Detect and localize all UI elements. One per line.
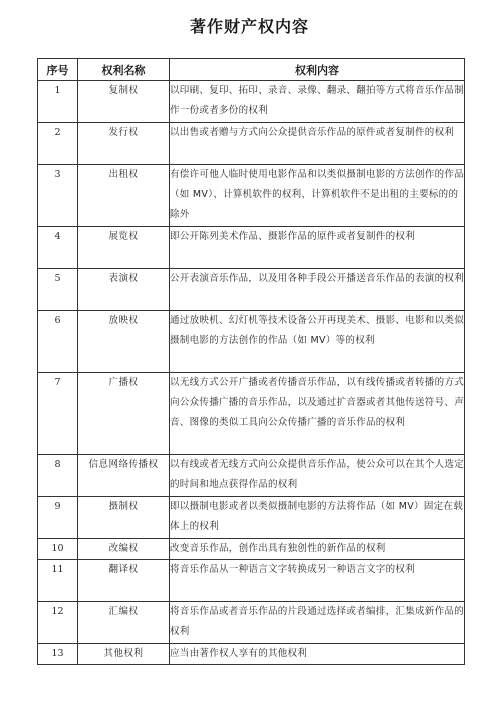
right-name: 发行权: [78, 123, 170, 165]
table-row: [38, 123, 465, 165]
row-number: 1: [38, 81, 78, 123]
right-name: 摄制权: [78, 497, 170, 539]
row-number: 5: [38, 269, 78, 311]
table-row: [38, 560, 465, 602]
row-number: 12: [38, 602, 78, 644]
table-row: [38, 644, 465, 665]
table-row: [38, 602, 465, 644]
right-content: 改变音乐作品，创作出具有独创性的新作品的权利: [170, 539, 465, 560]
row-number: 3: [38, 165, 78, 227]
right-name: 复制权: [78, 81, 170, 123]
header-no: 序号: [38, 59, 78, 81]
right-name: 其他权利: [78, 644, 170, 665]
table-row: [38, 539, 465, 560]
table-header-row: [38, 59, 465, 81]
right-content: 以出售或者赠与方式向公众提供音乐作品的原件或者复制件的权利: [170, 123, 465, 165]
right-name: 广播权: [78, 373, 170, 455]
table-row: [38, 373, 465, 455]
header-content: 权利内容: [170, 59, 465, 81]
row-number: 10: [38, 539, 78, 560]
table-row: [38, 81, 465, 123]
right-content: 将音乐作品从一种语言文字转换成另一种语言文字的权利: [170, 560, 465, 602]
row-number: 13: [38, 644, 78, 665]
right-name: 汇编权: [78, 602, 170, 644]
right-name: 翻译权: [78, 560, 170, 602]
row-number: 8: [38, 455, 78, 497]
right-name: 展览权: [78, 227, 170, 269]
row-number: 9: [38, 497, 78, 539]
right-content: 即以摄制电影或者以类似摄制电影的方法将作品（如 MV）固定在载体上的权利: [170, 497, 465, 539]
table-row: [38, 455, 465, 497]
table-row: [38, 311, 465, 373]
right-content: 通过放映机、幻灯机等技术设备公开再现美术、摄影、电影和以类似摄制电影的方法创作的作品（如 MV）等的权利: [170, 311, 465, 373]
right-name: 表演权: [78, 269, 170, 311]
right-name: 出租权: [78, 165, 170, 227]
row-number: 6: [38, 311, 78, 373]
right-name: 信息网络传播权: [78, 455, 170, 497]
table-row: [38, 165, 465, 227]
right-content: 即公开陈列美术作品、摄影作品的原件或者复制件的权利: [170, 227, 465, 269]
right-content: 以有线或者无线方式向公众提供音乐作品，使公众可以在其个人选定的时间和地点获得作品的权利: [170, 455, 465, 497]
row-number: 11: [38, 560, 78, 602]
right-content: 以印刷、复印、拓印、录音、录像、翻录、翻拍等方式将音乐作品制作一份或者多份的权利: [170, 81, 465, 123]
right-content: 以无线方式公开广播或者传播音乐作品，以有线传播或者转播的方式向公众传播广播的音乐作品，以及通过扩音器或者其他传送符号、声音、图像的类似工具向公众传播广播的音乐作品的权利: [170, 373, 465, 455]
table-row: [38, 497, 465, 539]
right-content: 有偿许可他人临时使用电影作品和以类似摄制电影的方法创作的作品（如 MV）、计算机软件的权利，计算机软件不是出租的主要标的的除外: [170, 165, 465, 227]
row-number: 7: [38, 373, 78, 455]
table-row: [38, 227, 465, 269]
table-row: [38, 269, 465, 311]
right-content: 将音乐作品或者音乐作品的片段通过选择或者编排，汇集成新作品的权利: [170, 602, 465, 644]
right-name: 改编权: [78, 539, 170, 560]
right-name: 放映权: [78, 311, 170, 373]
row-number: 4: [38, 227, 78, 269]
right-content: 公开表演音乐作品，以及用各种手段公开播送音乐作品的表演的权利: [170, 269, 465, 311]
page-title: 著作财产权内容: [189, 17, 309, 36]
rights-table: [37, 58, 465, 665]
right-content: 应当由著作权人享有的其他权利: [170, 644, 465, 665]
header-name: 权利名称: [78, 59, 170, 81]
row-number: 2: [38, 123, 78, 165]
